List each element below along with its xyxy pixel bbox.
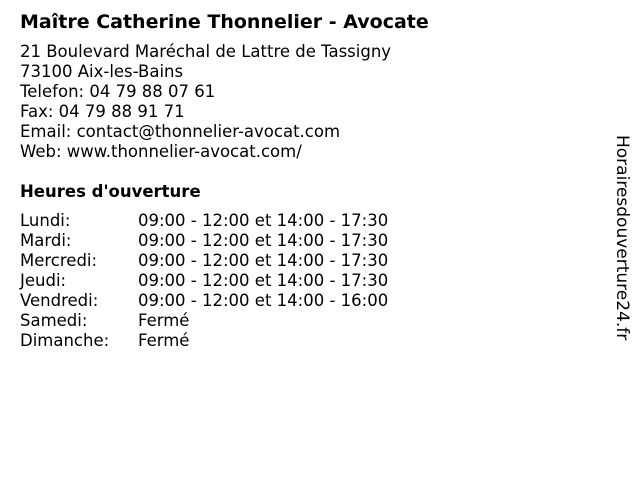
time-value: 09:00 - 12:00 et 14:00 - 17:30: [138, 271, 389, 290]
fax-line: Fax: 04 79 88 91 71: [20, 102, 185, 121]
hours-row-tuesday: [20, 231, 590, 251]
hours-row-saturday: [20, 311, 590, 331]
hours-row-thursday: [20, 271, 590, 291]
email-line: Email: contact@thonnelier-avocat.com: [20, 122, 341, 141]
time-value: Fermé: [138, 311, 190, 330]
site-watermark: Horairesdouverture24.fr: [612, 135, 632, 341]
time-value: Fermé: [138, 331, 190, 350]
time-value: 09:00 - 12:00 et 14:00 - 17:30: [138, 211, 389, 230]
day-label: Samedi:: [20, 311, 88, 330]
hours-row-friday: [20, 291, 590, 311]
opening-hours-table: [20, 211, 590, 351]
business-card: [20, 10, 590, 351]
web-line: Web: www.thonnelier-avocat.com/: [20, 142, 302, 161]
opening-hours-heading: Heures d'ouverture: [20, 182, 201, 201]
address-line-2: 73100 Aix-les-Bains: [20, 62, 184, 81]
time-value: 09:00 - 12:00 et 14:00 - 16:00: [138, 291, 389, 310]
day-label: Dimanche:: [20, 331, 110, 350]
time-value: 09:00 - 12:00 et 14:00 - 17:30: [138, 231, 389, 250]
hours-row-wednesday: [20, 251, 590, 271]
hours-row-monday: [20, 211, 590, 231]
day-label: Lundi:: [20, 211, 71, 230]
day-label: Mercredi:: [20, 251, 98, 270]
day-label: Jeudi:: [20, 271, 67, 290]
address-line-1: 21 Boulevard Maréchal de Lattre de Tassigny: [20, 42, 392, 61]
day-label: Mardi:: [20, 231, 72, 250]
time-value: 09:00 - 12:00 et 14:00 - 17:30: [138, 251, 389, 270]
phone-line: Telefon: 04 79 88 07 61: [20, 82, 216, 101]
hours-row-sunday: [20, 331, 590, 351]
contact-block: [20, 42, 590, 162]
business-name: Maître Catherine Thonnelier - Avocate: [20, 11, 429, 33]
day-label: Vendredi:: [20, 291, 99, 310]
